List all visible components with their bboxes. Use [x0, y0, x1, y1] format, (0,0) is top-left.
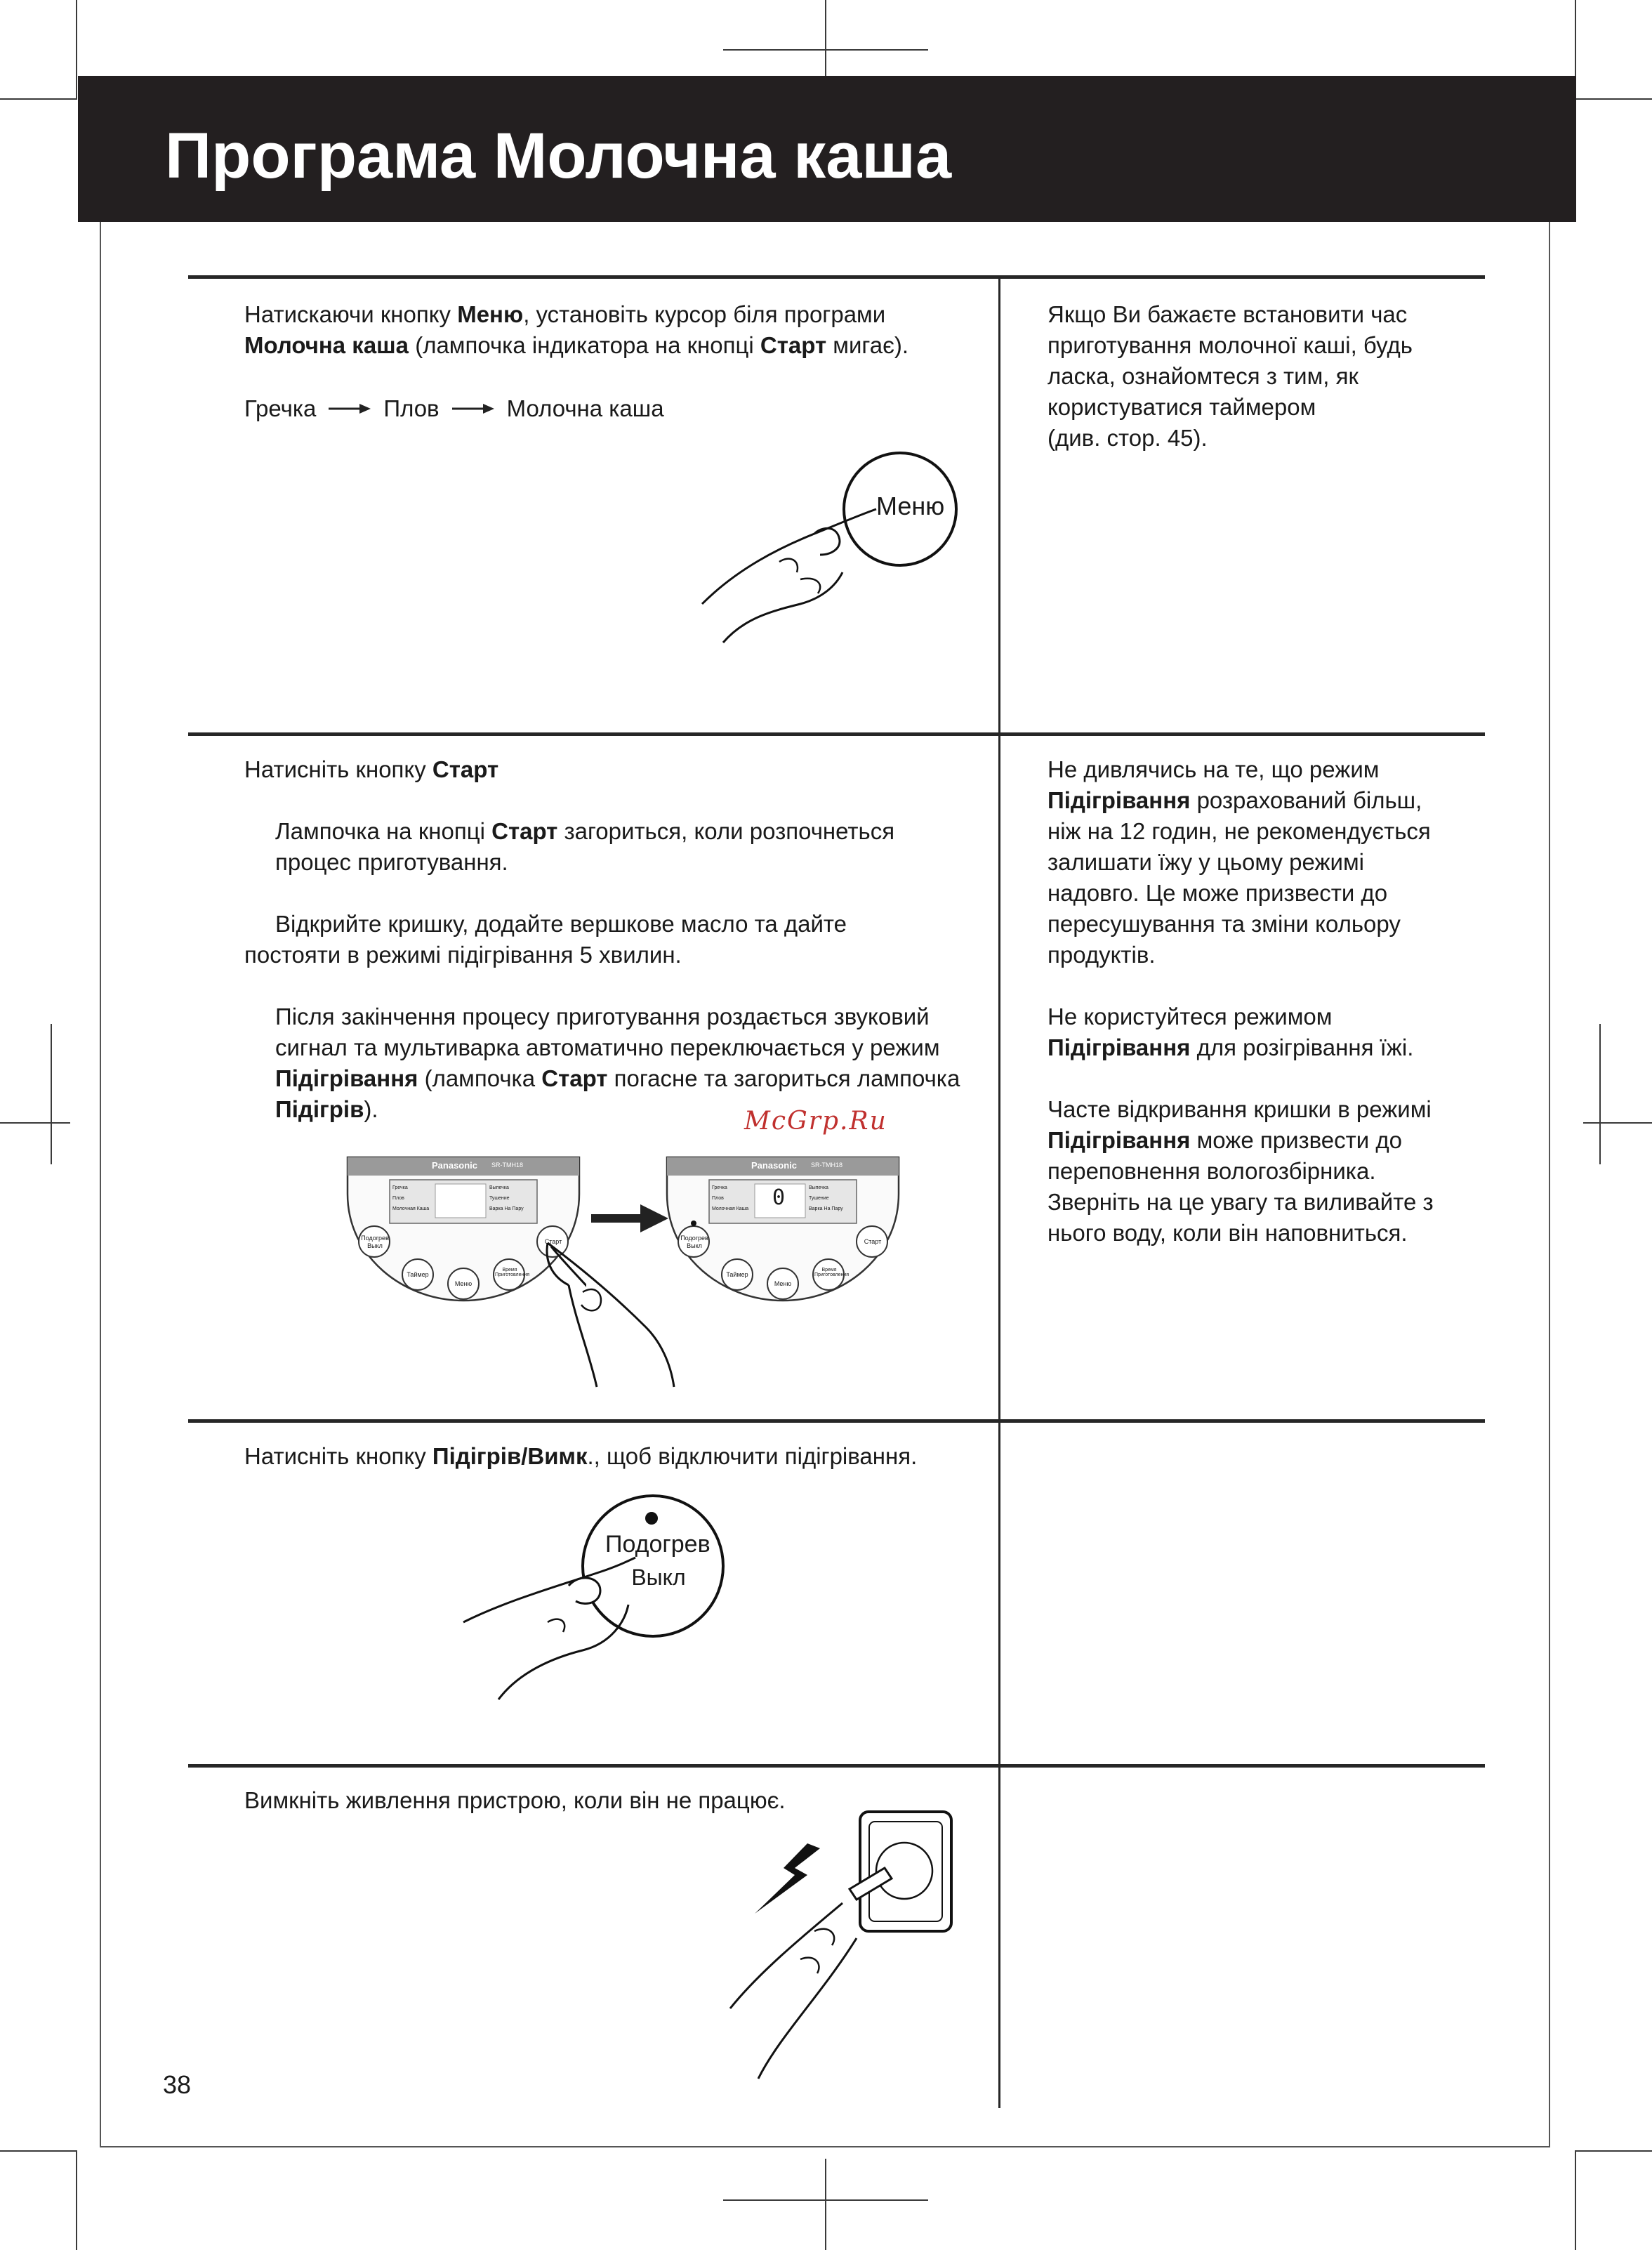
panel-model: SR-TMH18	[811, 1162, 843, 1169]
watermark: McGrp.Ru	[744, 1107, 887, 1136]
note-line: Зверніть на це увагу та виливайте з	[1048, 1189, 1434, 1215]
warm-button-label: Подогрев	[605, 1531, 711, 1558]
program-label: Гречка	[712, 1185, 727, 1190]
note-line: нього воду, коли він наповниться.	[1048, 1220, 1408, 1246]
off-button-label: Выкл	[631, 1565, 686, 1590]
step2-title	[244, 754, 498, 785]
note-line: надовго. Це може призвести до	[1048, 880, 1388, 906]
menu-button-label: Меню	[876, 492, 945, 520]
text-run: постояти в режимі підігрівання 5 хвилин.	[244, 942, 682, 968]
note-line: переповнення вологозбірника.	[1048, 1158, 1376, 1184]
text-run: Натисніть кнопку	[244, 756, 432, 782]
panel-model: SR-TMH18	[491, 1162, 524, 1169]
step1-note	[1048, 299, 1483, 454]
title-bar	[78, 76, 1576, 222]
menu-button-illustration	[695, 442, 990, 653]
page-number: 38	[163, 2070, 192, 2099]
note-line: пересушування та зміни кольору	[1048, 911, 1401, 937]
cook-time-button[interactable]: Время Приготовления	[495, 1268, 530, 1277]
program-list-left	[712, 1183, 748, 1214]
program-label: Тушение	[489, 1196, 510, 1201]
arrow-right-icon	[327, 402, 372, 416]
warm-label: Подогрев	[680, 1235, 708, 1242]
text-run-bold: Молочна каша	[244, 332, 409, 358]
crop-mark	[1583, 1122, 1652, 1124]
step1-instruction	[244, 299, 989, 361]
note-line: продуктів.	[1048, 942, 1156, 968]
text-run: розрахований більш,	[1190, 787, 1422, 813]
text-run: Натисніть кнопку	[244, 1443, 432, 1469]
text-run: для розігрівання їжі.	[1190, 1034, 1414, 1060]
control-panel-after	[660, 1152, 906, 1306]
text-run-bold: Старт	[760, 332, 827, 358]
text-run-bold: Підігрівання	[275, 1065, 418, 1091]
unplug-illustration	[716, 1798, 955, 2086]
arrow-right-icon	[451, 402, 496, 416]
text-run: (лампочка індикатора на кнопці	[409, 332, 760, 358]
off-label: Выкл	[367, 1242, 383, 1249]
section-divider	[188, 275, 1485, 279]
text-run: Натискаючи кнопку	[244, 301, 458, 327]
crop-mark	[1599, 1024, 1601, 1164]
column-divider	[998, 275, 1000, 2108]
crop-mark	[76, 2150, 77, 2250]
crop-mark	[0, 98, 77, 100]
program-label: Гречка	[392, 1185, 408, 1190]
crop-mark	[825, 2159, 826, 2250]
text-run: ., щоб відключити підігрівання.	[587, 1443, 918, 1469]
crop-mark	[723, 2199, 928, 2201]
program-label: Выпечка	[489, 1185, 509, 1190]
text-run: Лампочка на кнопці	[275, 818, 492, 844]
note-line: користуватися таймером	[1048, 394, 1316, 420]
text-run-bold: Підігрівання	[1048, 787, 1191, 813]
flow-item: Молочна каша	[506, 395, 664, 421]
note-line: Часте відкривання кришки в режимі	[1048, 1096, 1432, 1122]
note-line: (див. стор. 45).	[1048, 425, 1208, 451]
off-label: Выкл	[687, 1242, 702, 1249]
timer-button[interactable]: Таймер	[407, 1271, 429, 1278]
text-run-bold: Підігрів/Вимк	[432, 1443, 588, 1469]
timer-button[interactable]: Таймер	[726, 1271, 748, 1278]
text-run-bold: Підігрівання	[1048, 1034, 1191, 1060]
panel-brand: Panasonic	[751, 1160, 798, 1171]
crop-mark	[0, 2150, 77, 2152]
text-run: Після закінчення процесу приготування роздається звуковий	[275, 1004, 930, 1029]
crop-mark	[0, 1122, 70, 1124]
step2-para1	[275, 816, 991, 878]
page-title: Програма Молочна каша	[165, 120, 952, 192]
program-label: Плов	[712, 1196, 724, 1201]
text-run: , установіть курсор біля програми	[523, 301, 886, 327]
crop-mark	[76, 0, 77, 100]
warm-button[interactable]	[680, 1235, 709, 1250]
text-run-bold: Старт	[432, 756, 499, 782]
step2-note	[1048, 754, 1483, 1249]
flow-item: Гречка	[244, 395, 317, 421]
program-label: Молочная Каша	[712, 1206, 749, 1211]
warm-button[interactable]	[360, 1235, 390, 1250]
step2-para2	[244, 909, 989, 971]
text-run: (лампочка	[418, 1065, 542, 1091]
note-line: ніж на 12 годин, не рекомендується	[1048, 818, 1431, 844]
crop-mark	[723, 49, 928, 51]
text-run: ).	[364, 1096, 378, 1122]
program-label: Варка На Пару	[809, 1206, 843, 1211]
text-run: загориться, коли розпочнеться	[557, 818, 895, 844]
start-button[interactable]: Старт	[864, 1238, 882, 1245]
start-button[interactable]: Старт	[544, 1238, 562, 1245]
display-readout: 0	[772, 1185, 786, 1210]
text-run: може призвести до	[1190, 1127, 1402, 1153]
cook-time-button[interactable]: Время Приготовления	[814, 1268, 850, 1277]
text-run: Відкрийте кришку, додайте вершкове масло та дайте	[275, 911, 847, 937]
crop-mark	[1575, 2150, 1652, 2152]
text-run: процес приготування.	[275, 849, 508, 875]
crop-mark	[51, 1024, 52, 1164]
crop-mark	[1575, 2150, 1576, 2250]
flow-item: Плов	[383, 395, 440, 421]
panel-brand: Panasonic	[432, 1160, 478, 1171]
program-list-right	[809, 1183, 843, 1214]
menu-button[interactable]: Меню	[774, 1280, 792, 1287]
section-divider	[188, 1419, 1485, 1423]
program-label: Тушение	[809, 1196, 829, 1201]
text-run: погасне та загориться лампочка	[607, 1065, 960, 1091]
program-sequence	[244, 393, 664, 424]
menu-button[interactable]: Меню	[454, 1280, 473, 1287]
program-list-left	[392, 1183, 429, 1214]
section-divider	[188, 1764, 1485, 1768]
text-run: мигає).	[826, 332, 909, 358]
note-line: Якщо Ви бажаєте встановити час	[1048, 301, 1408, 327]
text-run-bold: Підігрів	[275, 1096, 364, 1122]
text-run: сигнал та мультиварка автоматично переключається у режим	[275, 1034, 940, 1060]
program-label: Молочная Каша	[392, 1206, 430, 1211]
note-line: залишати їжу у цьому режимі	[1048, 849, 1364, 875]
step3-instruction	[244, 1441, 989, 1472]
note-line: Не дивлячись на те, що режим	[1048, 756, 1380, 782]
warm-off-button-illustration	[456, 1482, 737, 1706]
program-label: Варка На Пару	[489, 1206, 524, 1211]
program-label: Выпечка	[809, 1185, 828, 1190]
text-run-bold: Підігрівання	[1048, 1127, 1191, 1153]
note-line: ласка, ознайомтеся з тим, як	[1048, 363, 1359, 389]
text-run-bold: Старт	[541, 1065, 608, 1091]
program-list-right	[489, 1183, 524, 1214]
note-line: Не користуйтеся режимом	[1048, 1004, 1333, 1029]
crop-mark	[1575, 98, 1652, 100]
note-line: приготування молочної каші, будь	[1048, 332, 1413, 358]
text-run-bold: Старт	[491, 818, 558, 844]
program-label: Плов	[392, 1196, 404, 1201]
section-divider	[188, 732, 1485, 736]
step4-instruction: Вимкніть живлення пристрою, коли він не працює.	[244, 1787, 786, 1813]
warm-label: Подогрев	[361, 1235, 389, 1242]
text-run-bold: Меню	[457, 301, 524, 327]
arrow-right-icon	[591, 1204, 668, 1232]
